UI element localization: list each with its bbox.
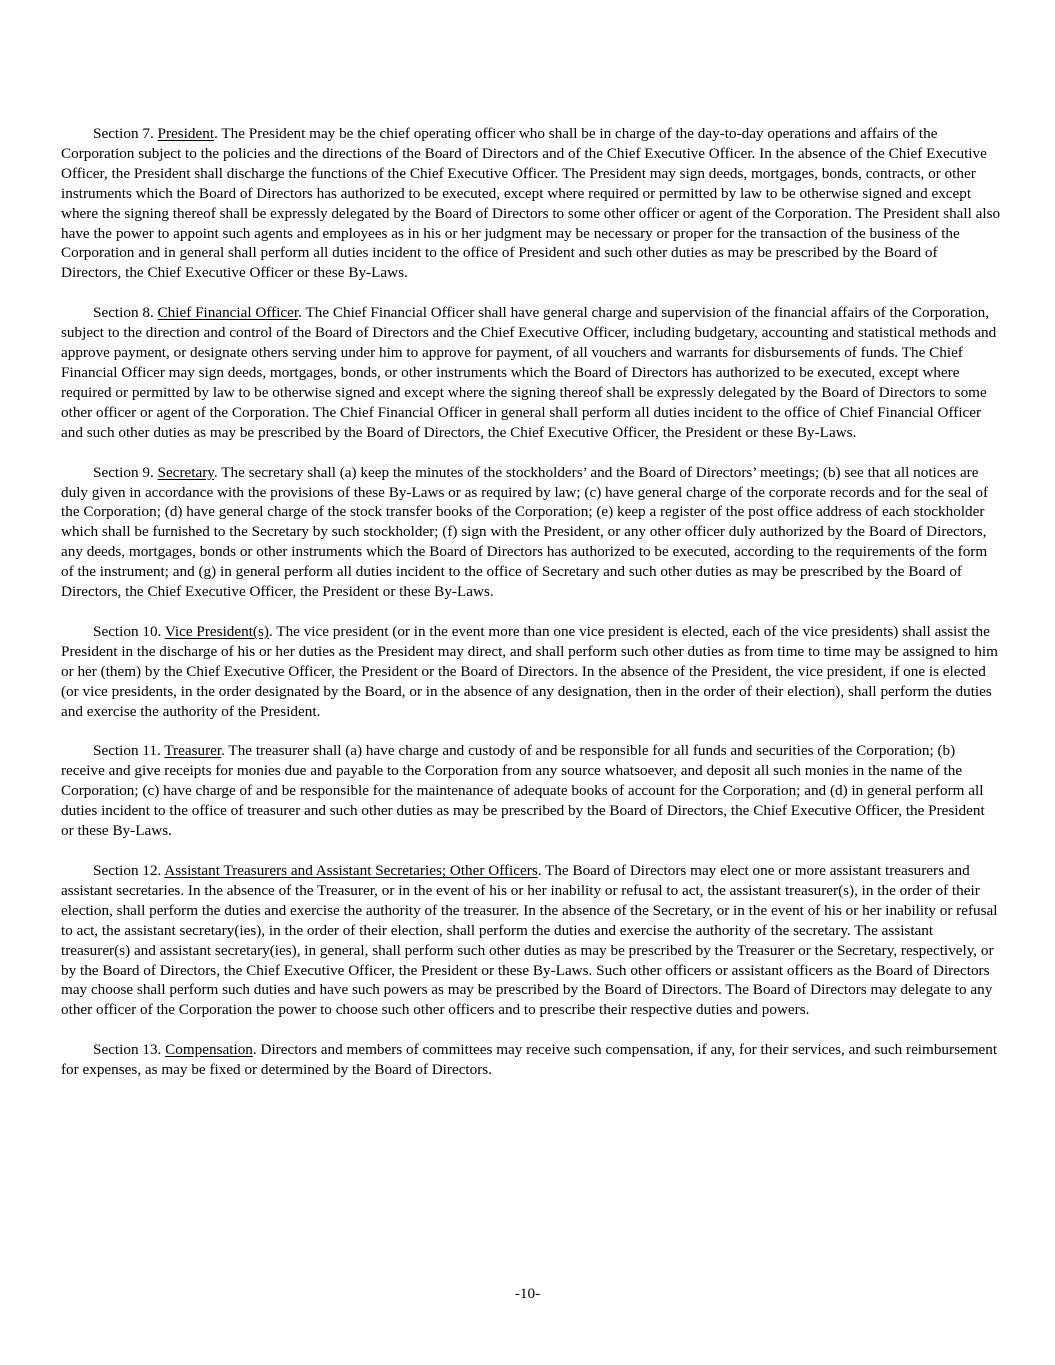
- section-7-body: . The President may be the chief operating officer who shall be in charge of the day-to-day operations and affairs of the Corporation subject to the policies and the directions of the Board of Directors and of the Chief Executive Officer. In the absence of the Chief Executive Officer, the President shall discharge the functions of the Chief Executive Officer. The President may sign deeds, mortgages, bonds, contracts, or other instruments which the Board of Directors has authorized to be executed, except where required or permitted by law to be otherwise signed and except where the signing thereof shall be expressly delegated by the Board of Directors to some other officer or agent of the Corporation. The President shall also have the power to appoint such agents and employees as in his or her judgment may be necessary or proper for the transaction of the business of the Corporation and in general shall perform all duties incident to the office of President and such other duties as may be prescribed by the Board of Directors, the Chief Executive Officer or these By-Laws.: [61, 125, 1001, 282]
- section-9-heading: Secretary: [157, 463, 214, 481]
- section-12-body: . The Board of Directors may elect one or more assistant treasurers and assistant secretaries. In the absence of the Treasurer, or in the event of his or her inability or refusal to act, the assistant treasurer(s), in the order of their election, shall perform the duties and exercise the authority of the treasurer. In the absence of the Secretary, or in the event of his or her inability or refusal to act, the assistant secretary(ies), in the order of their election, shall perform the duties and exercise the authority of the secretary. The assistant treasurer(s) and assistant secretary(ies), in general, shall perform such other duties as may be prescribed by the Treasurer or the Secretary, respectively, or by the Board of Directors, the Chief Executive Officer, the President or these By-Laws. Such other officers or assistant officers as the Board of Directors may choose shall perform such duties and have such powers as may be prescribed by the Board of Directors. The Board of Directors may delegate to any other officer of the Corporation the power to choose such other officers and to prescribe their respective duties and powers.: [61, 862, 998, 1019]
- section-9-body: . The secretary shall (a) keep the minutes of the stockholders’ and the Board of Directors’ meetings; (b) see that all notices are duly given in accordance with the provisions of these By-Laws or as required by law; (c) have general charge of the corporate records and for the seal of the Corporation; (d) have general charge of the stock transfer books of the Corporation; (e) keep a register of the post office address of each stockholder which shall be furnished to the Secretary by such stockholder; (f) sign with the President, or any other officer duly authorized by the Board of Directors, any deeds, mortgages, bonds or other instruments which the Board of Directors has authorized to be executed, according to the requirements of the form of the instrument; and (g) in general perform all duties incident to the office of Secretary and such other duties as may be prescribed by the Board of Directors, the Chief Executive Officer, the President or these By-Laws.: [61, 463, 989, 601]
- section-11-heading: Treasurer: [164, 742, 222, 760]
- section-7-prefix: Section 7.: [93, 125, 158, 142]
- section-13-compensation: [61, 1040, 1001, 1080]
- section-11-treasurer: [61, 741, 1001, 841]
- section-10-vice-presidents: [61, 622, 1001, 722]
- section-12-prefix: Section 12.: [93, 862, 165, 879]
- section-8-prefix: Section 8.: [93, 304, 158, 322]
- section-7-heading: President: [157, 125, 215, 142]
- section-8-heading: Chief Financial Officer: [157, 304, 299, 322]
- section-13-body: . Directors and members of committees may receive such compensation, if any, for their services, and such reimbursement for expenses, as may be fixed or determined by the Board of Directors.: [61, 1041, 998, 1079]
- page-content: [61, 124, 1001, 1100]
- section-11-prefix: Section 11.: [93, 742, 165, 760]
- section-12-assistant-officers: [61, 861, 1001, 1020]
- section-9-prefix: Section 9.: [93, 463, 158, 481]
- section-10-prefix: Section 10.: [93, 622, 165, 640]
- section-7-president: [61, 124, 1001, 283]
- section-10-body: . The vice president (or in the event more than one vice president is elected, each of the vice presidents) shall assist the President in the discharge of his or her duties as the President may direct, and shall perform such other duties as from time to time may be assigned to him or her (them) by the Chief Executive Officer, the President or the Board of Directors. In the absence of the President, the vice president, if one is elected (or vice presidents, in the order designated by the Board, or in the absence of any designation, then in the order of their election), shall perform the duties and exercise the authority of the President.: [61, 622, 998, 720]
- section-9-secretary: [61, 463, 1001, 602]
- section-11-body: . The treasurer shall (a) have charge and custody of and be responsible for all funds and securities of the Corporation; (b) receive and give receipts for monies due and payable to the Corporation from any source whatsoever, and deposit all such monies in the name of the Corporation; (c) have charge of and be responsible for the maintenance of adequate books of account for the Corporation; and (d) in general perform all duties incident to the office of treasurer and such other duties as may be prescribed by the Board of Directors, the Chief Executive Officer, the President or these By-Laws.: [61, 742, 985, 840]
- section-10-heading: Vice President(s): [164, 622, 269, 640]
- page-number: -10-: [514, 1285, 541, 1302]
- section-13-heading: Compensation: [165, 1041, 253, 1059]
- section-13-prefix: Section 13.: [93, 1041, 166, 1059]
- section-12-heading: Assistant Treasurers and Assistant Secretaries; Other Officers: [164, 862, 538, 879]
- section-8-body: . The Chief Financial Officer shall have general charge and supervision of the financial affairs of the Corporation, subject to the direction and control of the Board of Directors and the Chief Executive Officer, including budgetary, accounting and statistical methods and approve payment, or designate others serving under him to approve for payment, of all vouchers and warrants for disbursements of funds. The Chief Financial Officer may sign deeds, mortgages, bonds, or other instruments which the Board of Directors has authorized to be executed, except where required or permitted by law to be otherwise signed and except where the signing thereof shall be expressly delegated by the Board of Directors to some other officer or agent of the Corporation. The Chief Financial Officer in general shall perform all duties incident to the office of Chief Financial Officer and such other duties as may be prescribed by the Board of Directors, the Chief Executive Officer, the President or these By-Laws.: [61, 304, 997, 441]
- section-8-chief-financial-officer: [61, 303, 1001, 442]
